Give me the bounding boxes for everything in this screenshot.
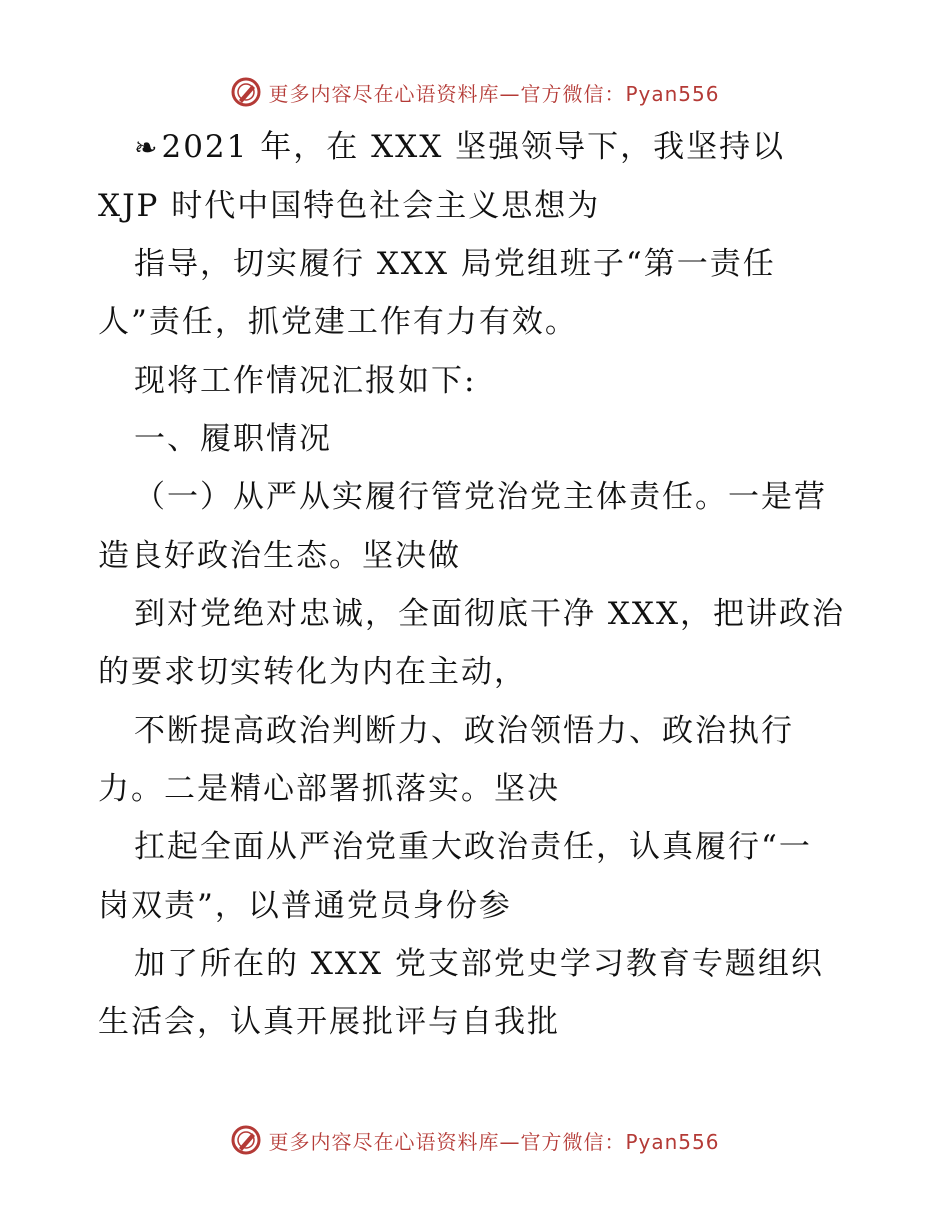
paragraph-line-13: 扛起全面从严治党重大政治责任，认真履行“一 <box>134 829 812 865</box>
pen-seal-icon <box>230 1124 262 1156</box>
paragraph-line-1 <box>134 127 785 167</box>
paragraph-line-4: 人”责任，抓党建工作有力有效。 <box>98 304 578 340</box>
header-banner-text: 更多内容尽在心语资料库—官方微信：Pyan556 <box>268 81 720 106</box>
paragraph-line-8: 造良好政治生态。坚决做 <box>98 538 461 574</box>
fleuron-glyph: ❧ <box>134 131 160 164</box>
line-text: 2021 年，在 XXX 坚强领导下，我坚持以 <box>161 129 786 165</box>
paragraph-line-15: 加了所在的 XXX 党支部党史学习教育专题组织 <box>134 946 824 982</box>
paragraph-line-12: 力。二是精心部署抓落实。坚决 <box>98 771 560 807</box>
paragraph-line-7: （一）从严从实履行管党治党主体责任。一是营 <box>134 479 827 515</box>
footer-banner <box>0 1120 950 1160</box>
paragraph-line-3: 指导，切实履行 XXX 局党组班子“第一责任 <box>134 246 776 282</box>
paragraph-line-14: 岗双责”，以普通党员身份参 <box>98 888 512 924</box>
paragraph-line-16: 生活会，认真开展批评与自我批 <box>98 1004 560 1040</box>
footer-banner-text: 更多内容尽在心语资料库—官方微信：Pyan556 <box>268 1129 720 1154</box>
paragraph-line-11: 不断提高政治判断力、政治领悟力、政治执行 <box>134 713 794 749</box>
paragraph-line-10: 的要求切实转化为内在主动， <box>98 654 527 690</box>
paragraph-line-5: 现将工作情况汇报如下: <box>134 363 477 399</box>
section-heading: 一、履职情况 <box>134 421 332 457</box>
paragraph-line-9: 到对党绝对忠诚，全面彻底干净 XXX，把讲政治 <box>134 596 846 632</box>
paragraph-line-2: XJP 时代中国特色社会主义思想为 <box>98 188 601 224</box>
